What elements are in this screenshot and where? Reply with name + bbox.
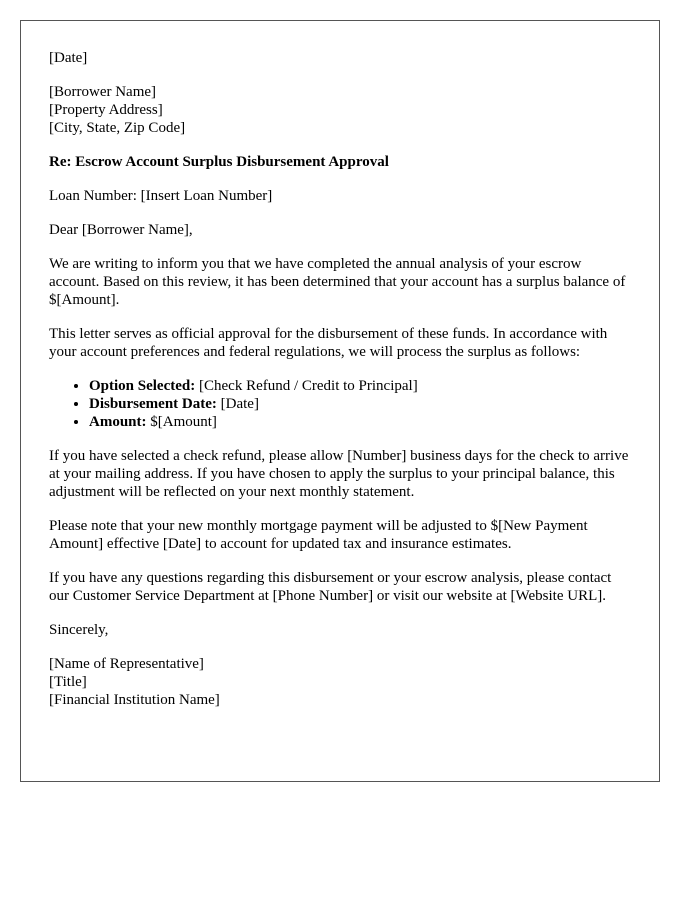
subject-line: Re: Escrow Account Surplus Disbursement Approval <box>49 154 389 170</box>
signature-block <box>49 655 631 709</box>
detail-value: $[Amount] <box>146 414 217 430</box>
loan-number: Loan Number: [Insert Loan Number] <box>49 188 273 204</box>
paragraph-approval: This letter serves as official approval for the disbursement of these funds. In accordance with your account preferences and federal regulations, we will process the surplus as follows: <box>49 326 608 360</box>
closing: Sincerely, <box>49 622 109 638</box>
recipient-block <box>49 83 631 137</box>
detail-label: Option Selected: <box>89 378 196 394</box>
paragraph-surplus-notice: We are writing to inform you that we have completed the annual analysis of your escrow account. Based on this review, it has been determined that your account has a surplus balance of $[Amount]. <box>49 256 626 308</box>
salutation: Dear [Borrower Name], <box>49 222 193 238</box>
signature-name: [Name of Representative] <box>49 656 204 672</box>
detail-amount <box>89 413 631 431</box>
paragraph-check-refund: If you have selected a check refund, please allow [Number] business days for the check to arrive at your mailing address. If you have chosen to apply the surplus to your principal balance, this adjustment will be reflected on your next monthly statement. <box>49 448 629 500</box>
recipient-address: [Property Address] <box>49 102 163 118</box>
detail-label: Amount: <box>89 414 147 430</box>
letter <box>20 20 660 782</box>
detail-disbursement-date <box>89 395 631 413</box>
detail-value: [Check Refund / Credit to Principal] <box>195 378 418 394</box>
signature-institution: [Financial Institution Name] <box>49 692 220 708</box>
letter-date: [Date] <box>49 50 88 66</box>
paragraph-contact: If you have any questions regarding this disbursement or your escrow analysis, please contact our Customer Service Department at [Phone Number] or visit our website at [Website URL]. <box>49 570 612 604</box>
disbursement-details-list <box>49 377 631 431</box>
recipient-city-state-zip: [City, State, Zip Code] <box>49 120 186 136</box>
recipient-name: [Borrower Name] <box>49 84 157 100</box>
detail-label: Disbursement Date: <box>89 396 217 412</box>
detail-value: [Date] <box>216 396 259 412</box>
paragraph-payment-adjustment: Please note that your new monthly mortgage payment will be adjusted to $[New Payment Amount] effective [Date] to account for updated tax and insurance estimates. <box>49 518 588 552</box>
signature-title: [Title] <box>49 674 87 690</box>
detail-option-selected <box>89 377 631 395</box>
